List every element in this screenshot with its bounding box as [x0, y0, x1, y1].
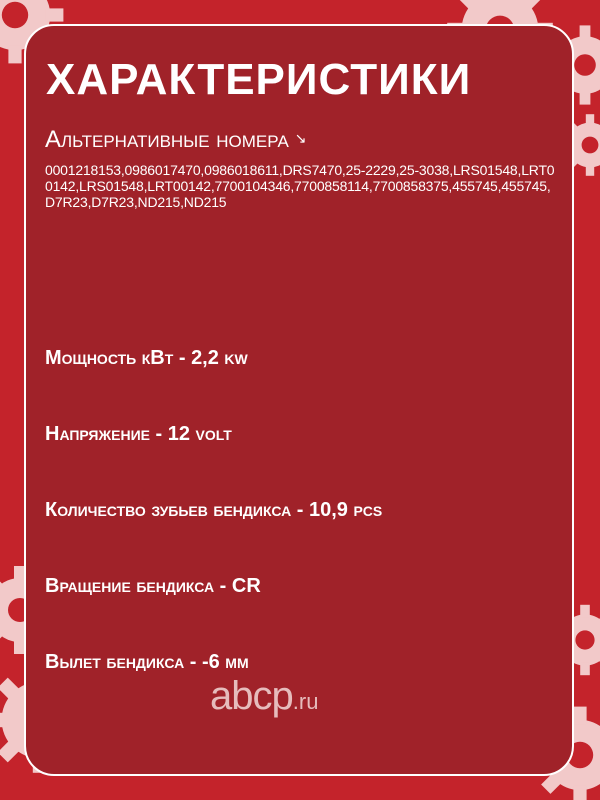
watermark-main: abcp — [210, 674, 293, 718]
spec-power: Мощность кВт - 2,2 kw — [45, 347, 248, 369]
spec-rotation: Вращение бендикса - CR — [45, 575, 261, 597]
arrow-down-right-icon: ↘ — [294, 130, 307, 146]
alt-numbers-heading-text: Альтернативные номера — [45, 126, 289, 153]
alt-numbers-heading — [45, 128, 307, 152]
alt-numbers-list: 0001218153,0986017470,0986018611,DRS7470,25-2229,25-3038,LRS01548,LRT00142,LRS01548,LRT00142,7700104346,7700858114,7700858375,455745,455745,D7R23,D7R23,ND215,ND215 — [45, 162, 555, 210]
specs-card — [24, 24, 574, 776]
spec-teeth: Количество зубьев бендикса - 10,9 pcs — [45, 499, 383, 521]
page-title: ХАРАКТЕРИСТИКИ — [46, 55, 472, 104]
abcp-watermark — [210, 676, 318, 716]
spec-voltage: Напряжение - 12 volt — [45, 423, 232, 445]
spec-offset: Вылет бендикса - -6 мм — [45, 651, 249, 673]
watermark-dot: . — [292, 689, 299, 714]
watermark-suffix: ru — [298, 689, 319, 714]
